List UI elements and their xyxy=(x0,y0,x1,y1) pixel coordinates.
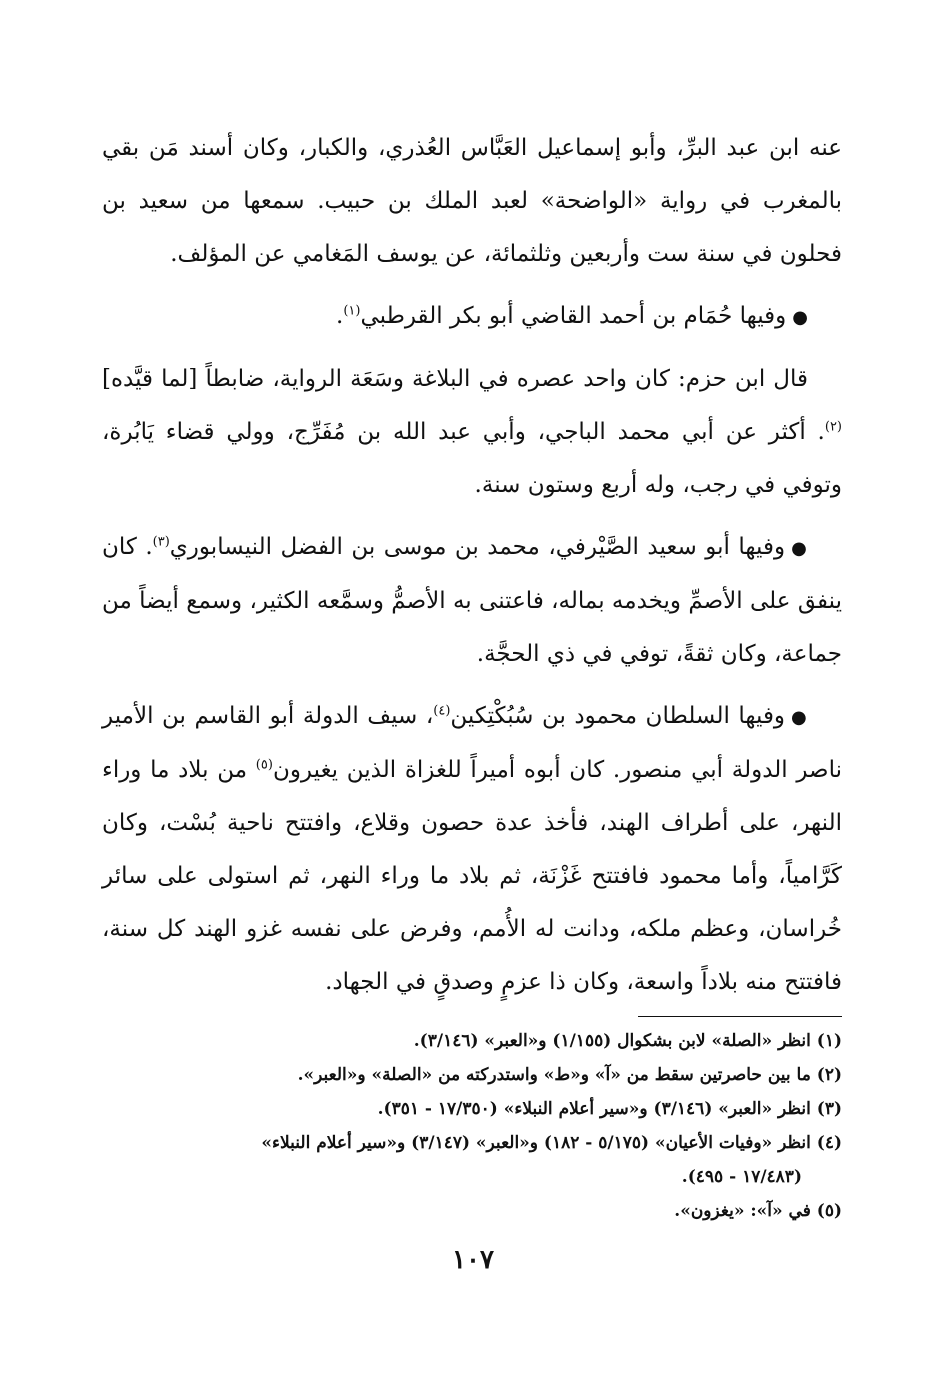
footnote-1: (١) انظر «الصلة» لابن بشكوال (١/١٥٥) و«العبر» (٣/١٤٦). xyxy=(413,1031,842,1051)
bullet-icon: ● xyxy=(792,307,808,328)
footnote-divider xyxy=(638,1016,842,1017)
paragraph-3: قال ابن حزم: كان واحد عصره في البلاغة وسَعَة الرواية، ضابطاً [لما قيَّده]$^{(٢)}$. أكثر عن أبي محمد الباجي، وأبي عبد الله بن مُفَرِّج، وولي قضاء يَابُرة، وتوفي في رجب، وله أربع وستون سنة. xyxy=(102,366,842,498)
footnote-2: (٢) ما بين حاصرتين سقط من «آ» و«ط» واستدركته من «الصلة» و«العبر». xyxy=(297,1065,842,1085)
paragraph-4: ●وفيها أبو سعيد الصَّيْرفي، محمد بن موسى بن الفضل النيسابوري$^{(٣)}$. كان ينفق على الأصمِّ ويخدمه بماله، فاعتنى به الأصمُّ وسمَّعه الكثير، وسمع أيضاً من جماعة، وكان ثقةً، توفي في ذي الحجَّة. xyxy=(102,534,842,667)
footnote-ref: (٤) xyxy=(433,703,451,719)
bullet-icon: ● xyxy=(791,707,808,728)
footnote-4-continued: (١٧/٤٨٣ - ٤٩٥). xyxy=(681,1167,802,1187)
footnote-3: (٣) انظر «العبر» (٣/١٤٦) و«سير أعلام النبلاء» (١٧/٣٥٠ - ٣٥١). xyxy=(377,1099,842,1119)
paragraph-5: ●وفيها السلطان محمود بن سُبُكْتِكين$^{(٤)}$، سيف الدولة أبو القاسم بن الأمير ناصر الدولة أبي منصور. كان أبوه أميراً للغزاة الذين يغيرون$^{(٥)}$ من بلاد ما وراء النهر، على أطراف الهند، فأخذ عدة حصون وقلاع، وافتتح ناحية بُسْت، وكان كَرَّامياً، وأما محمود فافتتح غَزْنَة، ثم بلاد ما وراء النهر، ثم استولى على سائر خُراسان، وعظم ملكه، ودانت له الأُمم، وفرض على نفسه غزو الهند كل سنة، فافتتح منه بلاداً واسعة، وكان ذا عزمٍ وصدقٍ في الجهاد. xyxy=(102,703,842,995)
footnote-4: (٤) انظر «وفيات الأعيان» (٥/١٧٥ - ١٨٢) و«العبر» (٣/١٤٧) و«سير أعلام النبلاء» xyxy=(261,1133,842,1153)
footnote-ref: (١) xyxy=(343,303,361,319)
main-text xyxy=(102,122,842,1018)
footnotes xyxy=(102,1024,842,1228)
bullet-icon: ● xyxy=(791,538,808,559)
paragraph-1: عنه ابن عبد البرِّ، وأبو إسماعيل العَبَّاس العُذري، والكبار، وكان أسند مَن بقي بالمغرب في رواية «الواضحة» لعبد الملك بن حبيب. سمعها من سعيد بن فحلون في سنة ست وأربعين وثلثمائة، عن يوسف المَغامي عن المؤلف. xyxy=(102,135,842,267)
paragraph-2: ●وفيها حُمَام بن أحمد القاضي أبو بكر القرطبي$^{(١)}$. xyxy=(336,303,808,329)
footnote-5: (٥) في «آ»: «يغزون». xyxy=(674,1201,842,1221)
footnote-ref: (٥) xyxy=(255,757,273,773)
footnote-ref: (٣) xyxy=(152,534,170,550)
page-number: ١٠٧ xyxy=(452,1245,494,1275)
footnote-ref: (٢) xyxy=(824,419,842,435)
